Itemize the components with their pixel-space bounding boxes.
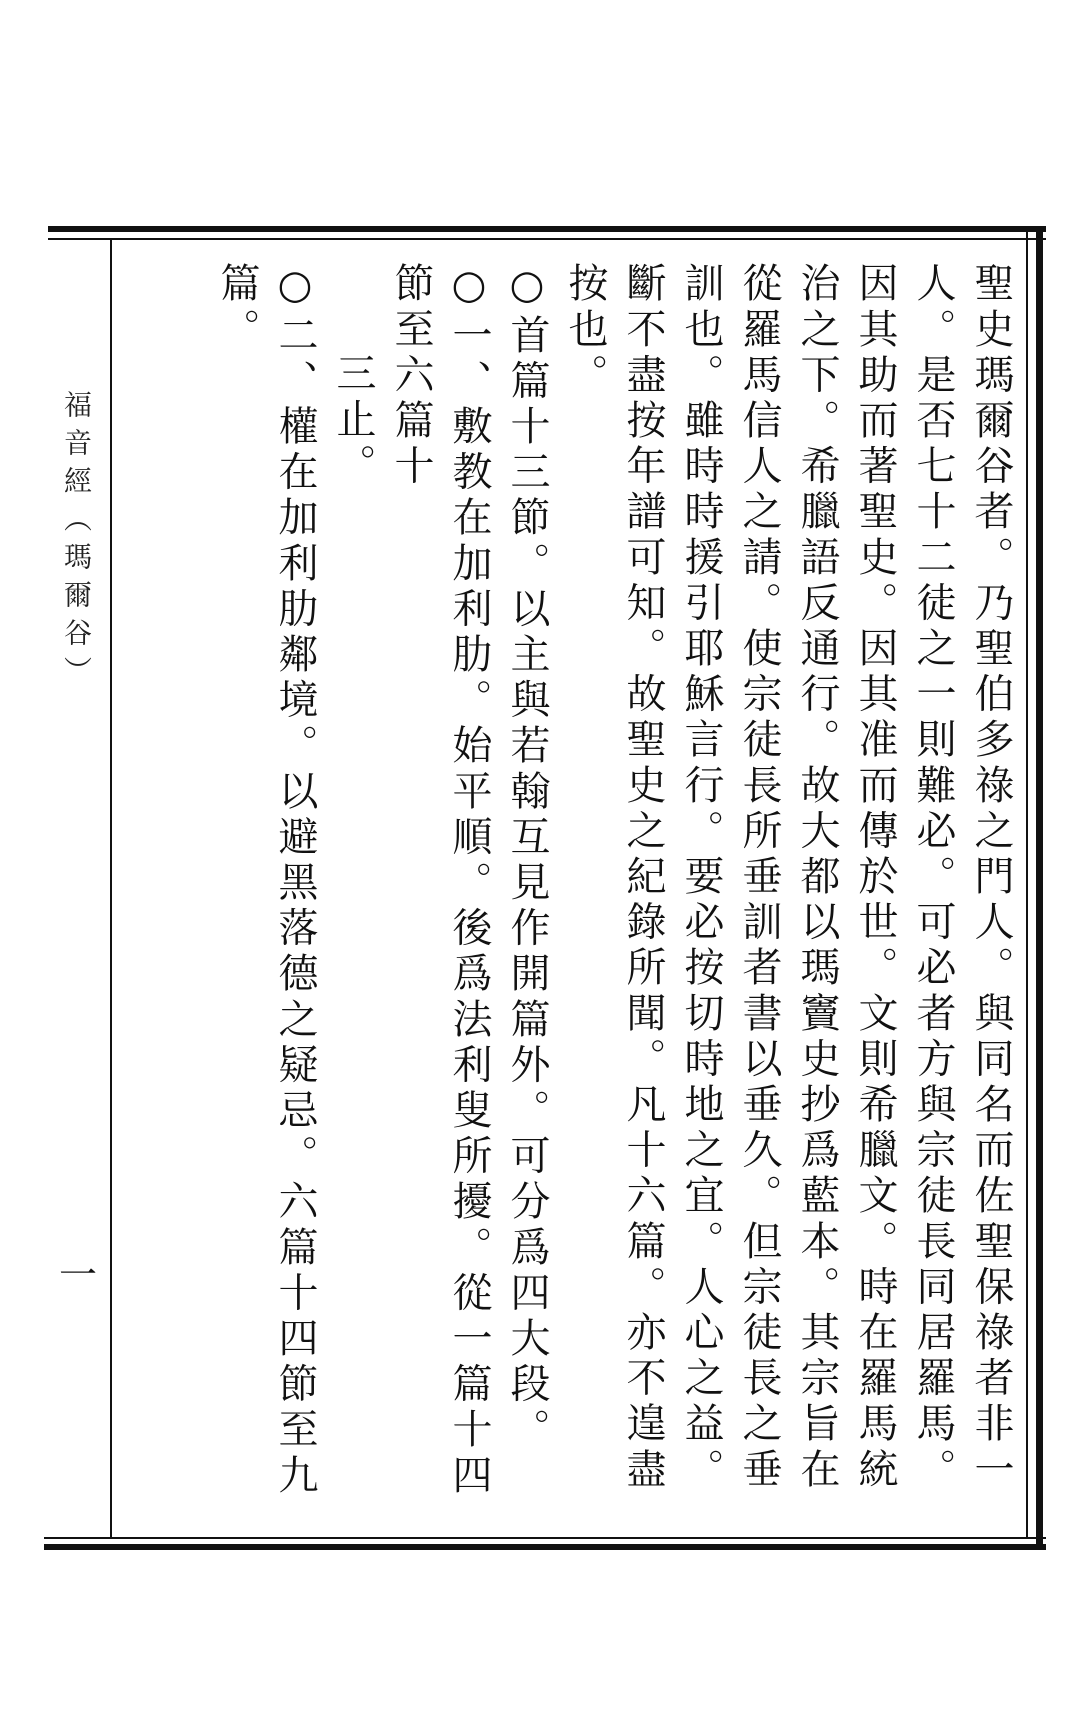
frame-bottom-thin-rule [44, 1537, 1046, 1539]
body-text [140, 262, 1020, 1512]
paragraph-outline-intro: ○首篇十三節。以主與若翰互見作開篇外。可分爲四大段。 [504, 262, 550, 1454]
frame-right-thick-rule [1036, 226, 1043, 1550]
paragraph-introduction: 聖史瑪爾谷者。乃聖伯多祿之門人。與同名而佐聖保祿者非一人。是否七十二徒之一則難必。可必者方與宗徒長同居羅馬。因其助而著聖史。因其准而傳於世。文則希臘文。時在羅馬統治之下。希臘語反通行。故大都以瑪竇史抄爲藍本。其宗旨在從羅馬信人之請。使宗徒長所垂訓者書以垂久。但宗徒長之垂訓也。雖時時援引耶穌言行。要必按切時地之宜。人心之益。斷不盡按年譜可知。故聖史之紀錄所聞。凡十六篇。亦不遑盡按也。 [562, 262, 1014, 1494]
frame-bottom-thick-rule [44, 1544, 1046, 1550]
paragraph-section-one: ○一、敷教在加利肋。始平順。後爲法利叟所擾。從一篇十四節至六篇十 [388, 262, 492, 1500]
paragraph-section-one-continuation: 三止。 [330, 352, 376, 489]
frame-right-thin-rule [1026, 232, 1028, 1539]
frame-top-thin-rule [48, 238, 1046, 240]
paragraph-section-two: ○二、權在加利肋鄰境。以避黑落德之疑忌。六篇十四節至九篇。 [214, 262, 318, 1500]
page-number: 一 [58, 1253, 97, 1297]
frame-top-thick-rule [48, 226, 1046, 232]
running-title: 福音經（瑪爾谷） [60, 390, 93, 694]
gutter-divider-rule [110, 240, 112, 1537]
